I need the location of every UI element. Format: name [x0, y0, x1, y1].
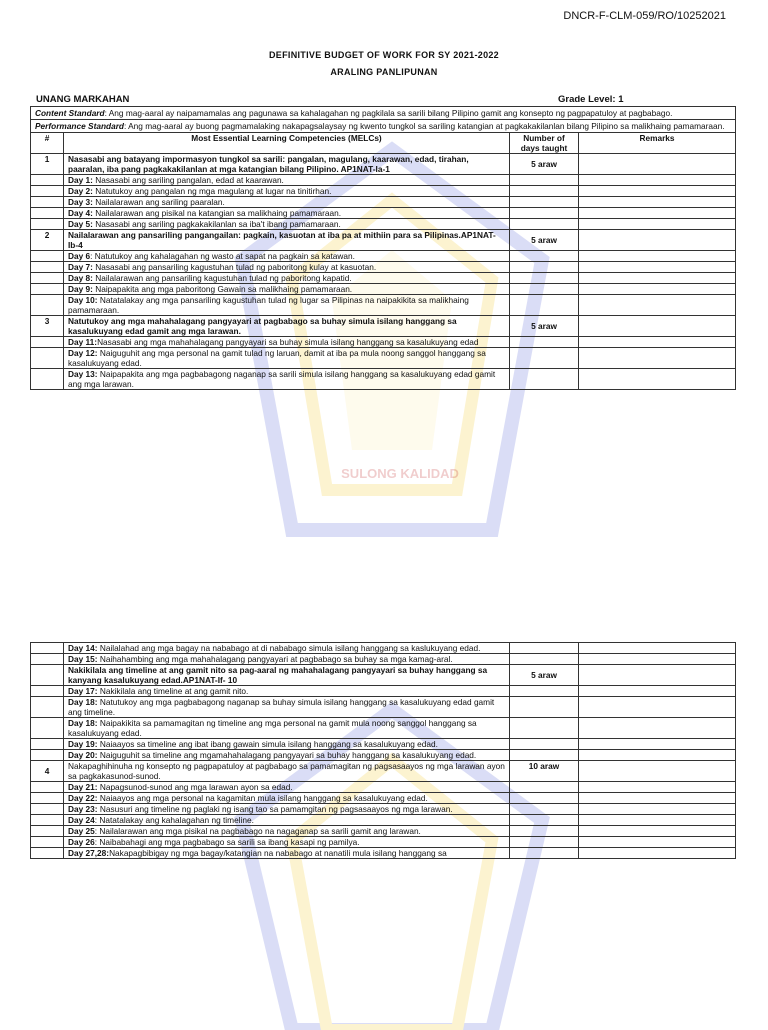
- table-row: [31, 761, 736, 782]
- day-competency: [64, 782, 510, 793]
- table-row: [31, 295, 736, 316]
- row-number: [31, 739, 64, 750]
- performance-standard-text: : Ang mag-aaral ay buong pagmamalaking nakapagsalaysay ng kwento tungkol sa sariling katangian at pagkakakilanlan bilang Pilipino sa malikhaing pamamaraan.: [124, 121, 725, 131]
- remarks-cell: [579, 739, 736, 750]
- row-number: [31, 284, 64, 295]
- day-label: Day 11:: [68, 337, 98, 347]
- performance-standard-label: Performance Standard: [35, 121, 124, 131]
- day-label: Day 13:: [68, 369, 98, 379]
- days-taught: [510, 718, 579, 739]
- remarks-cell: [579, 761, 736, 782]
- days-taught: 5 araw: [510, 665, 579, 686]
- remarks-cell: [579, 230, 736, 251]
- day-competency: [64, 654, 510, 665]
- remarks-cell: [579, 295, 736, 316]
- table-row: [31, 665, 736, 686]
- day-competency: [64, 826, 510, 837]
- row-number: [31, 718, 64, 739]
- remarks-cell: [579, 251, 736, 262]
- melc-competency: Nakikilala ang timeline at ang gamit nito sa pag-aaral ng mahahalagang pangyayari sa buhay hanggang sa kanyang kasalukuyang edad.AP1NAT-If- 10: [64, 665, 510, 686]
- day-label: Day 21:: [68, 782, 98, 792]
- table-row: [31, 262, 736, 273]
- days-taught: [510, 826, 579, 837]
- row-number: [31, 208, 64, 219]
- day-text: Nasasabi ang pansariling kagustuhan tulad ng paboritong kulay at kasuotan.: [92, 262, 377, 272]
- day-text: Nasasabi ang sariling pangalan, edad at kaarawan.: [92, 175, 284, 185]
- table-row: [31, 815, 736, 826]
- row-number: [31, 793, 64, 804]
- table-row: [31, 284, 736, 295]
- days-taught: [510, 782, 579, 793]
- row-number: [31, 273, 64, 284]
- day-label: Day 5:: [68, 219, 93, 229]
- day-label: Day 1:: [68, 175, 93, 185]
- table-row: [31, 316, 736, 337]
- day-label: Day 18:: [68, 718, 98, 728]
- table-row: [31, 750, 736, 761]
- day-label: Day 25: [68, 826, 95, 836]
- remarks-cell: [579, 665, 736, 686]
- table-row: [31, 739, 736, 750]
- remarks-cell: [579, 154, 736, 175]
- days-taught: 10 araw: [510, 761, 579, 782]
- remarks-cell: [579, 197, 736, 208]
- day-competency: [64, 197, 510, 208]
- row-number: [31, 175, 64, 186]
- day-competency: [64, 686, 510, 697]
- day-competency: [64, 175, 510, 186]
- table-row: [31, 718, 736, 739]
- remarks-cell: [579, 284, 736, 295]
- remarks-cell: [579, 848, 736, 859]
- day-text: Natutukoy ang mga pagbabagong naganap sa buhay simula isilang hanggang sa kasalukuyang edad gamit ang timeline.: [68, 697, 495, 717]
- days-taught: 5 araw: [510, 154, 579, 175]
- day-competency: [64, 369, 510, 390]
- remarks-cell: [579, 262, 736, 273]
- day-competency: [64, 643, 510, 654]
- days-taught: [510, 848, 579, 859]
- days-taught: [510, 273, 579, 284]
- melc-competency: Nasasabi ang batayang impormasyon tungkol sa sarili: pangalan, magulang, kaarawan, edad, tirahan, paaralan, iba pang pagkakakilanlan at mga katangian bilang Pilipino. AP1NAT-Ia-1: [64, 154, 510, 175]
- row-number: [31, 848, 64, 859]
- row-number: 2: [31, 230, 64, 251]
- content-standard-label: Content Standard: [35, 108, 105, 118]
- row-number: 3: [31, 316, 64, 337]
- row-number: 4: [31, 761, 64, 782]
- table-row: [31, 826, 736, 837]
- day-competency: [64, 262, 510, 273]
- row-number: [31, 295, 64, 316]
- days-taught: [510, 654, 579, 665]
- row-number: [31, 837, 64, 848]
- day-text: Naiguguhit sa timeline ang mgamahahalagang pangyayari sa buhay hanggang sa kasalukuyang edad.: [97, 750, 477, 760]
- day-text: Nailalarawan ang sariling paaralan.: [92, 197, 225, 207]
- days-taught: [510, 219, 579, 230]
- days-taught: [510, 197, 579, 208]
- day-competency: [64, 186, 510, 197]
- day-label: Day 10:: [68, 295, 98, 305]
- remarks-cell: [579, 697, 736, 718]
- day-label: Day 24: [68, 815, 95, 825]
- row-number: [31, 186, 64, 197]
- day-label: Day 12:: [68, 348, 98, 358]
- day-text: Nasusuri ang timeline ng paglaki ng isang tao sa pamamgitan ng pagsasaayos ng mga larawan.: [97, 804, 453, 814]
- day-label: Day 2:: [68, 186, 93, 196]
- days-taught: 5 araw: [510, 230, 579, 251]
- day-competency: [64, 295, 510, 316]
- day-text: Nasasabi ang mga mahahalagang pangyayari sa buhay simula isilang hanggang sa kasalukuyang edad: [97, 337, 479, 347]
- days-taught: [510, 750, 579, 761]
- header-number: #: [31, 133, 64, 154]
- table-row: [31, 697, 736, 718]
- days-taught: [510, 804, 579, 815]
- day-text: Nailalahad ang mga bagay na nababago at di nababago simula isilang hanggang sa kaslukuyang edad.: [97, 643, 481, 653]
- day-text: Nasasabi ang sariling pagkakakilanlan sa iba't ibang pamamaraan.: [92, 219, 341, 229]
- day-label: Day 4:: [68, 208, 93, 218]
- header-melc: Most Essential Learning Competencies (MELCs): [64, 133, 510, 154]
- header-days: Number of days taught: [510, 133, 579, 154]
- day-text: Naipapakita ang mga paboritong Gawain sa malikhaing pamamaraan.: [92, 284, 353, 294]
- day-text: : Nailalarawan ang mga pisikal na pagbabago na nagaganap sa sarili gamit ang larawan.: [94, 826, 421, 836]
- day-text: Naiaayos sa timeline ang ibat ibang gawain simula isilang hanggang sa kasalukuyang edad.: [97, 739, 438, 749]
- row-number: [31, 348, 64, 369]
- row-number: [31, 251, 64, 262]
- day-text: Naipakikita sa pamamagitan ng timeline ang mga personal na gamit mula noong sanggol hanggang sa kasalukuyang edad.: [68, 718, 477, 738]
- day-label: Day 23:: [68, 804, 98, 814]
- day-text: : Natutukoy ang kahalagahan ng wasto at sapat na pagkain sa katawan.: [90, 251, 355, 261]
- remarks-cell: [579, 369, 736, 390]
- table-row: [31, 837, 736, 848]
- days-taught: [510, 262, 579, 273]
- document-title: DEFINITIVE BUDGET OF WORK FOR SY 2021-2022: [269, 50, 499, 60]
- day-competency: [64, 219, 510, 230]
- remarks-cell: [579, 175, 736, 186]
- table-row: [31, 154, 736, 175]
- remarks-cell: [579, 804, 736, 815]
- days-taught: [510, 793, 579, 804]
- day-competency: [64, 718, 510, 739]
- days-taught: [510, 186, 579, 197]
- budget-table-page1: [30, 106, 736, 390]
- day-competency: [64, 848, 510, 859]
- day-label: Day 8:: [68, 273, 93, 283]
- subject-title: ARALING PANLIPUNAN: [330, 67, 438, 77]
- table-row: [31, 186, 736, 197]
- remarks-cell: [579, 348, 736, 369]
- days-taught: [510, 815, 579, 826]
- remarks-cell: [579, 219, 736, 230]
- day-text: Naipapakita ang mga pagbabagong naganap sa sarili simula isilang hanggang sa kasalukuyang edad gamit ang mga larawan.: [68, 369, 496, 389]
- table-row: [31, 230, 736, 251]
- row-number: [31, 369, 64, 390]
- day-competency: [64, 804, 510, 815]
- table-row: [31, 337, 736, 348]
- remarks-cell: [579, 837, 736, 848]
- performance-standard-row: [31, 120, 736, 133]
- table-row: [31, 848, 736, 859]
- day-label: Day 27,28:: [68, 848, 110, 858]
- watermark-text: SULONG KALIDAD: [341, 466, 459, 481]
- day-competency: [64, 815, 510, 826]
- content-standard-row: [31, 107, 736, 120]
- melc-competency: Natutukoy ang mga mahahalagang pangyayari at pagbabago sa buhay simula isilang hanggang sa kasalukuyang edad gamit ang mga larawan.: [64, 316, 510, 337]
- content-standard-text: : Ang mag-aaral ay naipamamalas ang pagunawa sa kahalagahan ng pagkilala sa sarili bilang Pilipino gamit ang konsepto ng pagpapatuloy at pagbabago.: [104, 108, 673, 118]
- days-taught: [510, 348, 579, 369]
- day-label: Day 19:: [68, 739, 98, 749]
- table-row: [31, 686, 736, 697]
- melc-competency: Nakapaghihinuha ng konsepto ng pagpapatuloy at pagbabago sa pamamagitan ng pagsasaayos ng mga larawan ayon sa pagkakasunod-sunod.: [64, 761, 510, 782]
- remarks-cell: [579, 643, 736, 654]
- table-row: [31, 782, 736, 793]
- days-taught: [510, 697, 579, 718]
- day-label: Day 17:: [68, 686, 98, 696]
- days-taught: 5 araw: [510, 316, 579, 337]
- day-text: Nakikilala ang timeline at ang gamit nito.: [97, 686, 249, 696]
- days-taught: [510, 251, 579, 262]
- remarks-cell: [579, 654, 736, 665]
- table-row: [31, 175, 736, 186]
- days-taught: [510, 369, 579, 390]
- day-text: Napagsunod-sunod ang mga larawan ayon sa edad.: [97, 782, 293, 792]
- remarks-cell: [579, 815, 736, 826]
- remarks-cell: [579, 750, 736, 761]
- day-label: Day 3:: [68, 197, 93, 207]
- grade-level-label: Grade Level: 1: [558, 94, 624, 105]
- day-label: Day 26: [68, 837, 95, 847]
- days-taught: [510, 295, 579, 316]
- day-text: : Natatalakay ang kahalagahan ng timeline.: [94, 815, 254, 825]
- day-label: Day 18:: [68, 697, 98, 707]
- days-taught: [510, 739, 579, 750]
- row-number: [31, 697, 64, 718]
- days-taught: [510, 686, 579, 697]
- row-number: [31, 804, 64, 815]
- row-number: [31, 750, 64, 761]
- day-text: Naiaayos ang mga personal na kagamitan mula isilang hanggang sa kasalukuyang edad.: [97, 793, 428, 803]
- document-code: DNCR-F-CLM-059/RO/10252021: [563, 10, 726, 22]
- row-number: [31, 197, 64, 208]
- row-number: [31, 815, 64, 826]
- day-label: Day 15:: [68, 654, 98, 664]
- row-number: [31, 337, 64, 348]
- row-number: [31, 643, 64, 654]
- row-number: 1: [31, 154, 64, 175]
- day-competency: [64, 251, 510, 262]
- row-number: [31, 686, 64, 697]
- table-row: [31, 643, 736, 654]
- row-number: [31, 219, 64, 230]
- table-row: [31, 793, 736, 804]
- row-number: [31, 665, 64, 686]
- remarks-cell: [579, 273, 736, 284]
- remarks-cell: [579, 782, 736, 793]
- remarks-cell: [579, 826, 736, 837]
- days-taught: [510, 175, 579, 186]
- days-taught: [510, 284, 579, 295]
- remarks-cell: [579, 186, 736, 197]
- day-label: Day 20:: [68, 750, 98, 760]
- day-label: Day 9:: [68, 284, 93, 294]
- remarks-cell: [579, 316, 736, 337]
- day-competency: [64, 750, 510, 761]
- table-row: [31, 654, 736, 665]
- day-competency: [64, 284, 510, 295]
- table-row: [31, 251, 736, 262]
- days-taught: [510, 337, 579, 348]
- remarks-cell: [579, 208, 736, 219]
- day-competency: [64, 273, 510, 284]
- table-row: [31, 219, 736, 230]
- budget-table-page2: [30, 642, 736, 859]
- day-competency: [64, 208, 510, 219]
- header-remarks: Remarks: [579, 133, 736, 154]
- melc-competency: Nailalarawan ang pansariling pangangailan: pagkain, kasuotan at iba pa at mithiin para sa Pilipinas.AP1NAT-Ib-4: [64, 230, 510, 251]
- day-competency: [64, 348, 510, 369]
- table-header-row: [31, 133, 736, 154]
- table-row: [31, 804, 736, 815]
- table-row: [31, 208, 736, 219]
- row-number: [31, 262, 64, 273]
- day-label: Day 6: [68, 251, 91, 261]
- day-text: Nakapagbibigay ng mga bagay/katangian na nababago at nanatili mula isilang hanggang sa: [109, 848, 447, 858]
- day-competency: [64, 793, 510, 804]
- day-text: Naihahambing ang mga mahahalagang pangyayari at pagbabago sa buhay sa mga kamag-aral.: [97, 654, 453, 664]
- day-label: Day 14:: [68, 643, 98, 653]
- row-number: [31, 654, 64, 665]
- days-taught: [510, 837, 579, 848]
- table-row: [31, 348, 736, 369]
- row-number: [31, 782, 64, 793]
- remarks-cell: [579, 718, 736, 739]
- table-row: [31, 369, 736, 390]
- day-competency: [64, 337, 510, 348]
- day-competency: [64, 697, 510, 718]
- day-text: Naiguguhit ang mga personal na gamit tulad ng laruan, damit at iba pa mula noong sanggol hanggang sa kasalukuyang edad.: [68, 348, 486, 368]
- day-competency: [64, 837, 510, 848]
- day-competency: [64, 739, 510, 750]
- remarks-cell: [579, 793, 736, 804]
- remarks-cell: [579, 337, 736, 348]
- day-text: Nailalarawan ang pansariling kagustuhan tulad ng paboritong kapatid.: [92, 273, 352, 283]
- day-label: Day 22:: [68, 793, 98, 803]
- day-text: Natatalakay ang mga pansariling kagustuhan tulad ng lugar sa Pilipinas na naipakikita sa malikhaing pamamaraan.: [68, 295, 469, 315]
- days-taught: [510, 208, 579, 219]
- day-label: Day 7:: [68, 262, 93, 272]
- day-text: : Naibabahagi ang mga pagbabago sa sarili sa ibang kasapi ng pamilya.: [94, 837, 360, 847]
- days-taught: [510, 643, 579, 654]
- table-row: [31, 273, 736, 284]
- table-row: [31, 197, 736, 208]
- remarks-cell: [579, 686, 736, 697]
- day-text: Nailalarawan ang pisikal na katangian sa malikhaing pamamaraan.: [92, 208, 342, 218]
- quarter-label: UNANG MARKAHAN: [36, 94, 130, 105]
- row-number: [31, 826, 64, 837]
- day-text: Natutukoy ang pangalan ng mga magulang at lugar na tinitirhan.: [92, 186, 332, 196]
